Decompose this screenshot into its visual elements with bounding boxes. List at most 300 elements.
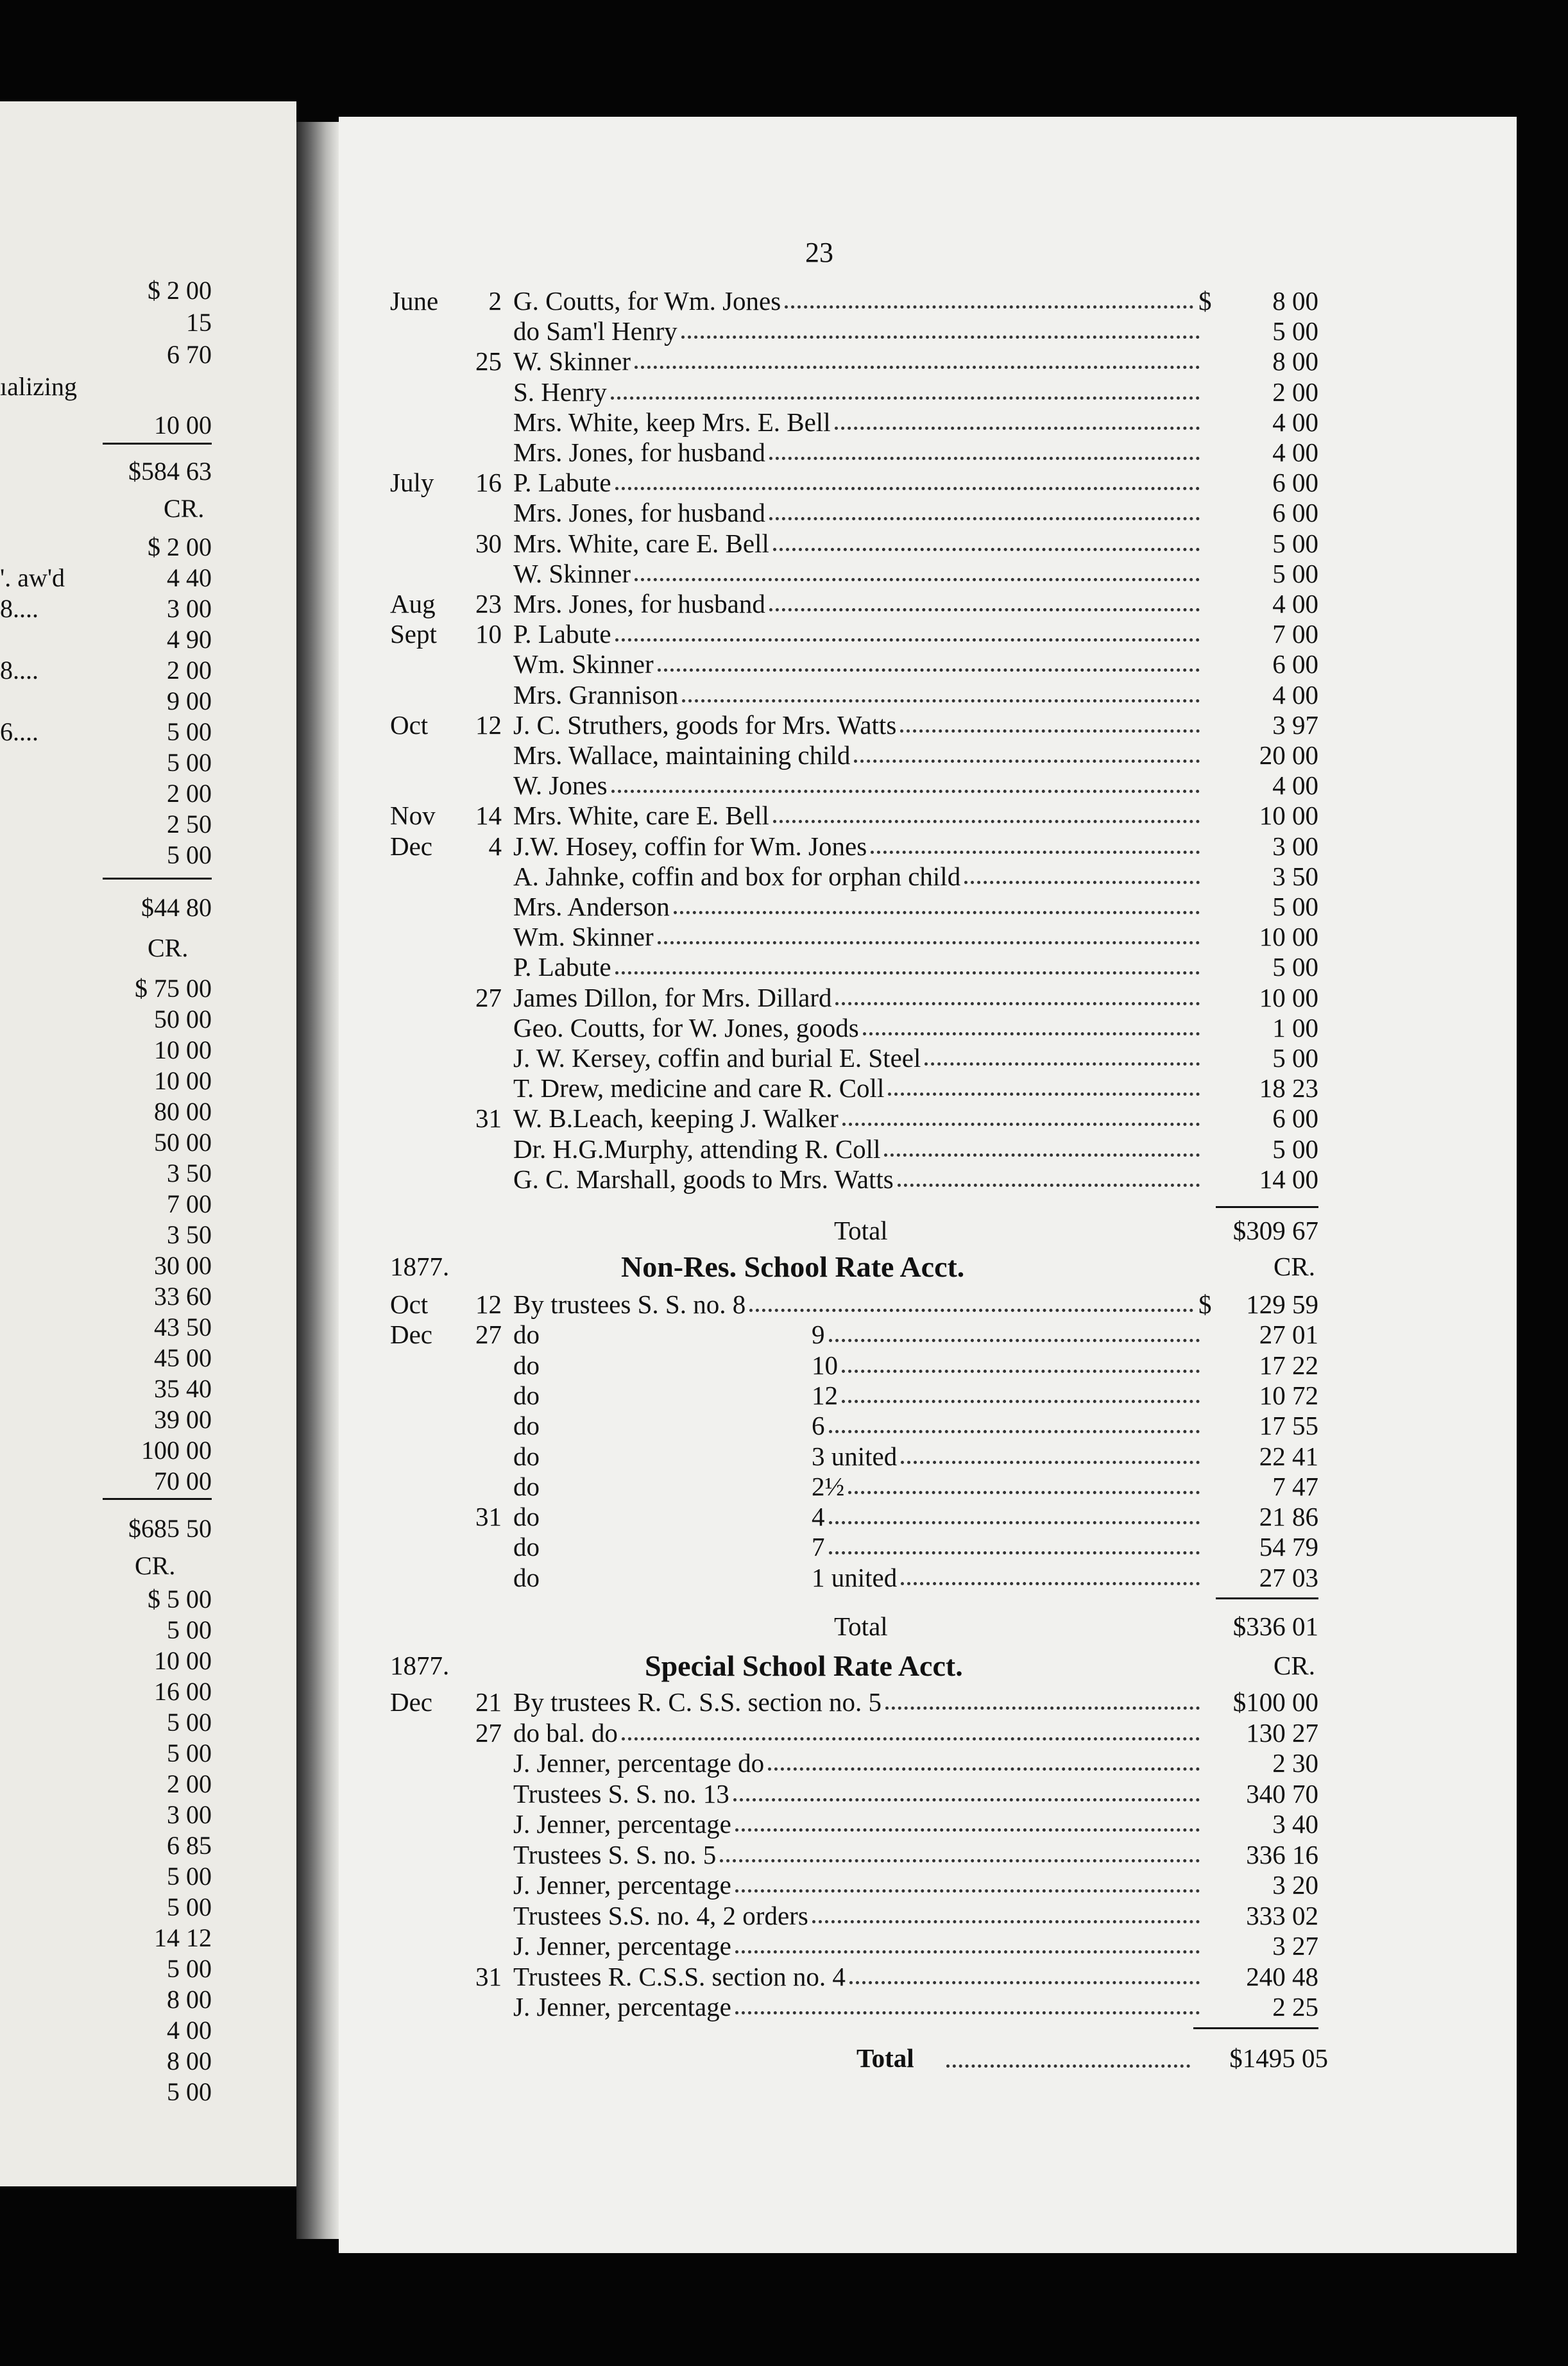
left-margin-amount: 50 00 <box>154 1128 212 1157</box>
dot-leader <box>901 1563 1200 1585</box>
ledger-row <box>0 438 1347 468</box>
entry-description: Trustees R. C.S.S. section no. 4 <box>513 1961 846 1991</box>
section-heading: Special School Rate Acct. <box>645 1649 963 1682</box>
ledger-row <box>0 589 1347 619</box>
entry-description: J. Jenner, percentage <box>513 1809 731 1839</box>
cr-label: CR. <box>1274 1651 1315 1680</box>
entry-amount: 4 00 <box>1272 438 1318 467</box>
dot-leader <box>682 680 1200 702</box>
left-margin-amount: $ 75 00 <box>135 974 212 1003</box>
entry-amount: 5 00 <box>1272 1043 1318 1073</box>
left-margin-amount: 2 00 <box>167 656 212 685</box>
entry-day: 2 <box>488 286 502 316</box>
dot-leader <box>749 1289 1193 1312</box>
left-margin-amount: 5 00 <box>167 748 212 777</box>
entry-month: Oct <box>390 1289 429 1319</box>
left-margin-amount: 100 00 <box>141 1436 212 1465</box>
entry-amount: 336 16 <box>1246 1839 1318 1869</box>
left-margin-amount: 5 00 <box>167 1708 212 1737</box>
left-margin-amount: 9 00 <box>167 686 212 715</box>
ledger-row <box>0 1350 1347 1381</box>
entry-amount: 6 00 <box>1272 498 1318 528</box>
entry-description: J. C. Struthers, goods for Mrs. Watts <box>513 710 897 740</box>
dot-leader <box>635 346 1200 369</box>
left-margin-amount: 2 00 <box>167 779 212 808</box>
entry-description: G. Coutts, for Wm. Jones <box>513 286 781 316</box>
entry-description: J. Jenner, percentage <box>513 1931 731 1961</box>
entry-description: Wm. Skinner <box>513 649 654 679</box>
entry-section-number: 1 united <box>812 1562 898 1592</box>
entry-description: Mrs. Wallace, maintaining child <box>513 740 851 770</box>
ledger-row <box>0 1134 1347 1164</box>
left-margin-amount: 2 50 <box>167 810 212 838</box>
dot-leader <box>735 1931 1200 1953</box>
page-number: 23 <box>805 237 833 268</box>
entry-amount: 4 00 <box>1272 770 1318 801</box>
ledger-row <box>0 1563 1347 1593</box>
ledger-row <box>0 1532 1347 1562</box>
entry-description: J. Jenner, percentage <box>513 1992 731 2021</box>
entry-month: Aug <box>390 589 436 618</box>
entry-description: Mrs. White, care E. Bell <box>513 801 769 831</box>
left-margin-row <box>0 1220 212 1250</box>
ledger-row <box>0 1718 1347 1748</box>
entry-amount: 27 01 <box>1259 1320 1318 1350</box>
left-margin-fragment: 8.... <box>0 656 38 685</box>
entry-description: J. W. Kersey, coffin and burial E. Steel <box>513 1043 921 1073</box>
left-margin-amount: 5 00 <box>167 1739 212 1767</box>
ledger-row <box>0 1748 1347 1778</box>
dot-leader <box>769 498 1200 520</box>
entry-amount: 1 00 <box>1272 1012 1318 1043</box>
ledger-row <box>0 710 1347 740</box>
entry-description: Mrs. Anderson <box>513 892 670 921</box>
cr-label: CR. <box>1274 1252 1315 1281</box>
dot-leader <box>773 529 1200 551</box>
entry-amount: 4 00 <box>1272 407 1318 437</box>
entry-description: Wm. Skinner <box>513 922 654 952</box>
left-margin-amount: 3 50 <box>167 1220 212 1249</box>
left-margin-amount: 5 00 <box>167 1954 212 1983</box>
entry-description: do bal. do <box>513 1717 618 1748</box>
entry-description: Dr. H.G.Murphy, attending R. Coll <box>513 1134 881 1164</box>
dot-leader <box>842 1103 1200 1126</box>
ledger-row <box>0 862 1347 892</box>
section-year: 1877. <box>390 1252 450 1281</box>
entry-amount: 5 00 <box>1272 558 1318 588</box>
left-margin-amount: 35 40 <box>154 1374 212 1403</box>
entry-description: Trustees S. S. no. 13 <box>513 1778 729 1809</box>
dot-leader <box>829 1502 1200 1524</box>
left-margin-amount: 4 90 <box>167 625 212 654</box>
dot-leader <box>615 952 1200 974</box>
dollar-sign: $ <box>1198 286 1212 316</box>
entry-description: do <box>513 1320 540 1350</box>
entry-month: Dec <box>390 831 433 861</box>
entry-description: J. Jenner, percentage do <box>513 1748 765 1778</box>
entry-section-number: 7 <box>812 1532 825 1562</box>
left-margin-amount: 10 00 <box>154 1066 212 1095</box>
ledger-row <box>0 316 1347 346</box>
left-margin-amount: 30 00 <box>154 1251 212 1280</box>
entry-month: July <box>390 468 434 498</box>
dot-leader <box>720 1840 1200 1862</box>
left-margin-row <box>0 1646 212 1676</box>
total-amount: $1495 05 <box>1229 2043 1328 2073</box>
left-margin-fragment: 8.... <box>0 594 38 623</box>
dot-leader <box>829 1320 1200 1342</box>
left-margin-cr-label: CR. <box>148 933 189 962</box>
entry-amount: 22 41 <box>1259 1441 1318 1471</box>
entry-amount: 340 70 <box>1246 1778 1318 1809</box>
dot-leader <box>622 1718 1200 1740</box>
entry-description: Mrs. White, keep Mrs. E. Bell <box>513 407 831 437</box>
dot-leader <box>829 1411 1200 1433</box>
left-margin-fragment: 6.... <box>0 717 38 746</box>
entry-amount: 5 00 <box>1272 316 1318 346</box>
entry-amount: 10 00 <box>1259 982 1318 1012</box>
entry-description: do <box>513 1380 540 1410</box>
entry-day: 12 <box>475 1289 502 1319</box>
dot-leader <box>812 1901 1200 1923</box>
entry-month: Dec <box>390 1320 433 1350</box>
dot-leader <box>835 407 1200 430</box>
entry-section-number: 9 <box>812 1320 825 1350</box>
left-margin-amount: 5 00 <box>167 1615 212 1644</box>
entry-day: 31 <box>475 1502 502 1532</box>
left-margin-amount: 10 00 <box>154 1646 212 1675</box>
entry-section-number: 3 united <box>812 1441 898 1471</box>
left-margin-amount: 8 00 <box>167 2047 212 2075</box>
entry-amount: 6 00 <box>1272 1103 1318 1134</box>
ledger-row <box>0 1381 1347 1411</box>
entry-description: P. Labute <box>513 619 611 649</box>
ledger-row <box>0 1840 1347 1870</box>
entry-description: W. B.Leach, keeping J. Walker <box>513 1103 839 1134</box>
entry-description: By trustees S. S. no. 8 <box>513 1289 746 1319</box>
dot-leader <box>842 1350 1200 1373</box>
left-margin-amount: 16 00 <box>154 1677 212 1706</box>
entry-day: 30 <box>475 528 502 558</box>
ledger-row <box>0 922 1347 952</box>
left-margin-amount: 33 60 <box>154 1282 212 1311</box>
section-heading: Non-Res. School Rate Acct. <box>621 1250 965 1283</box>
entry-day: 31 <box>475 1103 502 1134</box>
ledger-row <box>0 1411 1347 1441</box>
total-rule <box>1216 1206 1318 1208</box>
left-margin-row <box>0 1251 212 1281</box>
entry-amount: 4 00 <box>1272 679 1318 710</box>
total-label: Total <box>856 2043 914 2073</box>
ledger-row <box>0 1289 1347 1320</box>
total-label: Total <box>834 1216 888 1245</box>
dot-leader <box>769 438 1200 460</box>
entry-day: 23 <box>475 589 502 618</box>
ledger-row <box>0 1043 1347 1073</box>
ledger-row <box>0 1103 1347 1134</box>
dot-leader <box>854 740 1200 763</box>
entry-day: 21 <box>475 1687 502 1717</box>
entry-description: G. C. Marshall, goods to Mrs. Watts <box>513 1164 894 1194</box>
left-margin-amount: 6 85 <box>167 1831 212 1860</box>
left-margin-row <box>0 2047 212 2076</box>
entry-amount: 5 00 <box>1272 952 1318 982</box>
entry-amount: 54 79 <box>1259 1532 1318 1562</box>
entry-day: 27 <box>475 982 502 1012</box>
entry-description: Mrs. Jones, for husband <box>513 589 765 618</box>
dot-leader <box>735 1809 1200 1832</box>
entry-amount: 5 00 <box>1272 528 1318 558</box>
entry-amount: 18 23 <box>1259 1073 1318 1103</box>
total-amount: $309 67 <box>1232 1216 1318 1245</box>
entry-description: do <box>513 1441 540 1471</box>
entry-amount: 3 27 <box>1272 1931 1318 1961</box>
dot-leader <box>888 1073 1200 1096</box>
entry-amount: 17 55 <box>1259 1411 1318 1441</box>
entry-amount: 333 02 <box>1246 1900 1318 1930</box>
left-margin-amount: 2 00 <box>167 1769 212 1798</box>
dot-leader <box>733 1779 1200 1801</box>
dot-leader <box>925 1043 1200 1066</box>
entry-day: 16 <box>475 468 502 498</box>
entry-day: 27 <box>475 1717 502 1748</box>
ledger-row <box>0 680 1347 710</box>
left-margin-amount: 5 00 <box>167 840 212 869</box>
entry-description: P. Labute <box>513 468 611 498</box>
dot-leader <box>785 286 1193 309</box>
dot-leader <box>769 589 1200 611</box>
entry-amount: 7 47 <box>1272 1471 1318 1501</box>
entry-day: 31 <box>475 1961 502 1991</box>
left-margin-amount: $584 63 <box>128 457 212 486</box>
ledger-row <box>0 1472 1347 1502</box>
ledger-row <box>0 1870 1347 1900</box>
dot-leader <box>773 801 1200 823</box>
entry-day: 25 <box>475 346 502 377</box>
ledger-row <box>0 1320 1347 1350</box>
dot-leader <box>901 1442 1200 1464</box>
ledger-row <box>0 801 1347 831</box>
left-margin-fragment: ıalizing <box>0 372 77 401</box>
entry-description: S. Henry <box>513 377 607 407</box>
ledger-row <box>0 498 1347 528</box>
left-margin-amount: 10 00 <box>154 1035 212 1064</box>
dot-leader <box>898 1164 1200 1187</box>
dot-leader <box>871 831 1200 854</box>
left-margin-amount: 15 <box>186 308 212 337</box>
dot-leader <box>615 468 1200 490</box>
entry-description: James Dillon, for Mrs. Dillard <box>513 982 832 1012</box>
entry-description: J.W. Hosey, coffin for Wm. Jones <box>513 831 867 861</box>
dot-leader <box>735 1870 1200 1893</box>
left-margin-amount: 5 00 <box>167 717 212 746</box>
entry-amount: 20 00 <box>1259 740 1318 770</box>
left-margin-amount: 50 00 <box>154 1005 212 1034</box>
entry-month: Oct <box>390 710 429 740</box>
entry-description: do Sam'l Henry <box>513 316 677 346</box>
ledger-row <box>0 1901 1347 1931</box>
entry-amount: 2 30 <box>1272 1748 1318 1778</box>
dot-leader <box>900 710 1200 733</box>
dot-leader <box>842 1381 1200 1403</box>
left-margin-amount: 7 00 <box>167 1189 212 1218</box>
ledger-row <box>0 1442 1347 1472</box>
left-margin-amount: $ 2 00 <box>148 532 212 561</box>
ledger-row <box>0 1809 1347 1839</box>
dot-leader <box>768 1748 1200 1771</box>
dot-leader <box>735 1992 1200 2014</box>
entry-description: A. Jahnke, coffin and box for orphan child <box>513 861 961 891</box>
entry-amount: 240 48 <box>1246 1961 1318 1991</box>
entry-amount: 2 00 <box>1272 377 1318 407</box>
entry-month: Nov <box>390 801 436 831</box>
entry-description: do <box>513 1502 540 1532</box>
left-margin-cr-label: CR. <box>135 1551 176 1580</box>
dollar-sign: $ <box>1198 1289 1212 1319</box>
dot-leader <box>615 619 1200 642</box>
ledger-row <box>0 831 1347 862</box>
dot-leader <box>681 316 1200 339</box>
entry-day: 27 <box>475 1320 502 1350</box>
ledger-row <box>0 1992 1347 2022</box>
ledger-row <box>0 1962 1347 1992</box>
dot-leader <box>849 1962 1200 1984</box>
entry-amount: 21 86 <box>1259 1502 1318 1532</box>
left-margin-amount: 5 00 <box>167 2077 212 2106</box>
ledger-row <box>0 619 1347 649</box>
ledger-row <box>0 1502 1347 1532</box>
entry-month: Dec <box>390 1687 433 1717</box>
dot-leader <box>611 770 1200 793</box>
dot-leader <box>946 2045 1190 2068</box>
left-margin-amount: $44 80 <box>141 893 212 922</box>
entry-day: 10 <box>475 619 502 649</box>
left-margin-amount: 10 00 <box>154 411 212 439</box>
dot-leader <box>829 1532 1200 1554</box>
entry-amount: 10 00 <box>1259 922 1318 952</box>
ledger-row <box>0 529 1347 559</box>
ledger-row <box>0 1687 1347 1717</box>
ledger-row <box>0 952 1347 982</box>
left-margin-row <box>0 1615 212 1645</box>
left-margin-amount: 4 00 <box>167 2016 212 2045</box>
entry-description: Trustees S.S. no. 4, 2 orders <box>513 1900 808 1930</box>
left-margin-cr-label: CR. <box>164 494 205 523</box>
dot-leader <box>885 1687 1200 1710</box>
ledger-row <box>0 1931 1347 1961</box>
total-label: Total <box>834 1612 888 1641</box>
entry-description: do <box>513 1471 540 1501</box>
entry-description: Geo. Coutts, for W. Jones, goods <box>513 1012 859 1043</box>
entry-section-number: 6 <box>812 1411 825 1441</box>
dot-leader <box>611 377 1200 400</box>
dot-leader <box>835 983 1200 1005</box>
left-margin-amount: 45 00 <box>154 1343 212 1372</box>
entry-description: W. Jones <box>513 770 608 801</box>
entry-description: Mrs. White, care E. Bell <box>513 528 769 558</box>
entry-day: 14 <box>475 801 502 831</box>
entry-amount: 3 97 <box>1272 710 1318 740</box>
entry-amount: 10 72 <box>1259 1380 1318 1410</box>
entry-description: do <box>513 1350 540 1380</box>
entry-amount: 5 00 <box>1272 1134 1318 1164</box>
dot-leader <box>658 922 1200 944</box>
entry-amount: 129 59 <box>1246 1289 1318 1319</box>
left-margin-amount: 80 00 <box>154 1097 212 1126</box>
entry-amount: 6 00 <box>1272 468 1318 498</box>
left-margin-fragment: '. aw'd <box>0 563 65 592</box>
entry-day: 12 <box>475 710 502 740</box>
ledger-row <box>0 770 1347 801</box>
left-margin-amount: 3 00 <box>167 1800 212 1829</box>
left-margin-amount: 8 00 <box>167 1985 212 2014</box>
entry-amount: 5 00 <box>1272 892 1318 921</box>
entry-amount: 8 00 <box>1272 286 1318 316</box>
ledger-row <box>0 286 1347 316</box>
entry-amount: 6 00 <box>1272 649 1318 679</box>
left-margin-amount: 3 50 <box>167 1159 212 1187</box>
entry-month: Sept <box>390 619 437 649</box>
ledger-row <box>0 1164 1347 1195</box>
dot-leader <box>658 649 1200 672</box>
entry-day: 4 <box>488 831 502 861</box>
entry-section-number: 12 <box>812 1380 838 1410</box>
ledger-row <box>0 983 1347 1013</box>
entry-description: do <box>513 1562 540 1592</box>
entry-description: J. Jenner, percentage <box>513 1870 731 1900</box>
ledger-row <box>0 740 1347 770</box>
total-rule <box>1193 2027 1318 2029</box>
dot-leader <box>635 559 1200 581</box>
ledger-row <box>0 346 1347 377</box>
entry-description: W. Skinner <box>513 558 631 588</box>
ledger-row <box>0 649 1347 679</box>
left-margin-amount: $ 5 00 <box>148 1585 212 1613</box>
entry-section-number: 4 <box>812 1502 825 1532</box>
entry-amount: 14 00 <box>1259 1164 1318 1194</box>
entry-amount: 7 00 <box>1272 619 1318 649</box>
dot-leader <box>964 862 1200 884</box>
entry-amount: 8 00 <box>1272 346 1318 377</box>
entry-description: W. Skinner <box>513 346 631 377</box>
ledger-row <box>0 468 1347 498</box>
entry-amount: 4 00 <box>1272 589 1318 618</box>
entry-description: Mrs. Jones, for husband <box>513 498 765 528</box>
ledger-row <box>0 407 1347 438</box>
ledger-row <box>0 377 1347 407</box>
left-margin-amount: 3 00 <box>167 594 212 623</box>
entry-section-number: 2½ <box>812 1471 845 1501</box>
section-year: 1877. <box>390 1651 450 1680</box>
total-rule <box>1216 1597 1318 1599</box>
entry-amount: 2 25 <box>1272 1992 1318 2021</box>
left-margin-amount: 6 70 <box>167 340 212 369</box>
ledger-row <box>0 1013 1347 1043</box>
entry-description: P. Labute <box>513 952 611 982</box>
left-margin-amount: 14 12 <box>154 1923 212 1952</box>
left-margin-amount: 39 00 <box>154 1405 212 1434</box>
ledger-row <box>0 1073 1347 1103</box>
left-margin-amount: 4 40 <box>167 563 212 592</box>
left-margin-amount: $685 50 <box>128 1514 212 1543</box>
entry-amount: $100 00 <box>1232 1687 1318 1717</box>
entry-section-number: 10 <box>812 1350 838 1380</box>
left-margin-amount: 5 00 <box>167 1893 212 1921</box>
left-margin-amount: $ 2 00 <box>148 276 212 305</box>
dot-leader <box>884 1134 1200 1157</box>
dot-leader <box>848 1472 1200 1494</box>
entry-description: do <box>513 1532 540 1562</box>
